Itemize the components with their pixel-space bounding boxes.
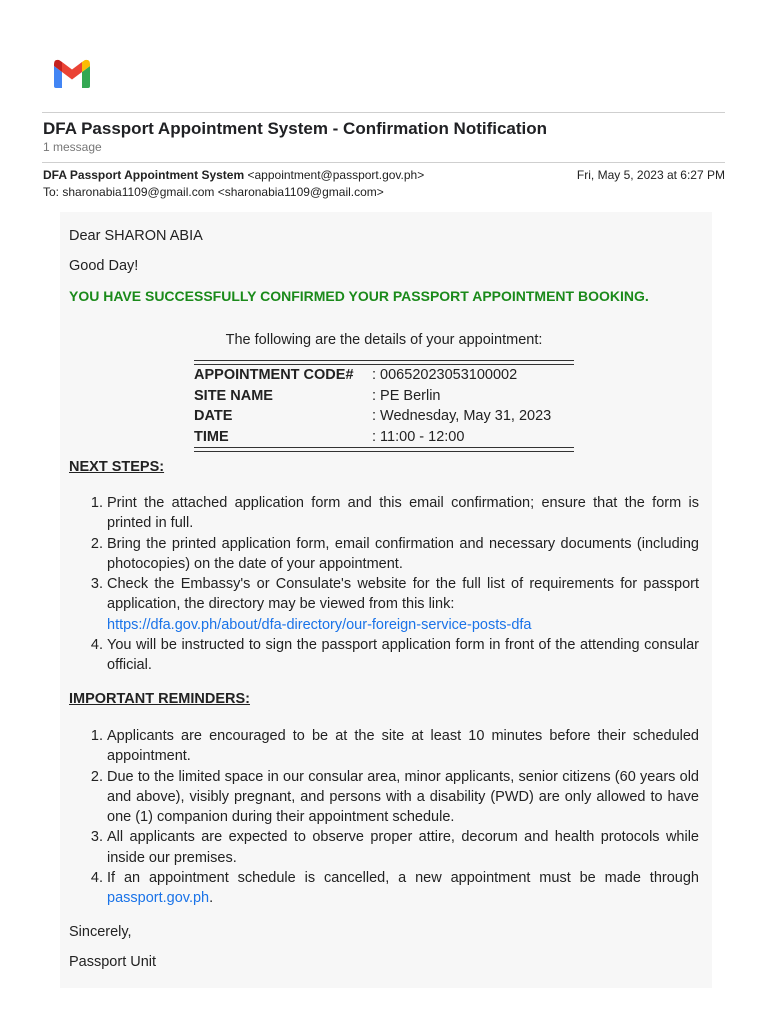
list-item: 1. Applicants are encouraged to be at the site at least 10 minutes before their scheduled appointment.	[107, 726, 699, 767]
recipient-line: To: sharonabia1109@gmail.com <sharonabia1109@gmail.com>	[43, 185, 384, 199]
list-item-text: Check the Embassy's or Consulate's website for the full list of requirements for passport application, the directory may be viewed from this link:	[107, 576, 699, 613]
appointment-row	[194, 386, 574, 407]
next-steps-list	[69, 493, 699, 676]
signature: Passport Unit	[69, 954, 157, 970]
appointment-value: : PE Berlin	[372, 387, 441, 404]
appointment-details	[194, 360, 574, 452]
appointment-value: : 00652023053100002	[372, 367, 518, 383]
appointment-label: DATE	[194, 408, 233, 424]
list-item: 2. Bring the printed application form, email confirmation and necessary documents (including photocopies) on the date of your appointment.	[107, 534, 699, 575]
table-bottom-border	[194, 447, 574, 452]
details-intro: The following are the details of your appointment:	[225, 332, 543, 348]
appointment-label: TIME	[194, 428, 229, 445]
list-item: 4. You will be instructed to sign the passport application form in front of the attending consular official.	[107, 635, 699, 676]
list-item	[107, 574, 699, 635]
appointment-value: : 11:00 - 12:00	[372, 428, 465, 445]
sender-line	[43, 168, 424, 182]
confirmation-message: YOU HAVE SUCCESSFULLY CONFIRMED YOUR PASSPORT APPOINTMENT BOOKING.	[69, 288, 649, 304]
sender-name: DFA Passport Appointment System	[43, 168, 245, 182]
greeting: Dear SHARON ABIA	[69, 228, 203, 244]
list-item	[107, 868, 699, 909]
reminders-heading: IMPORTANT REMINDERS:	[69, 691, 250, 707]
dfa-directory-link[interactable]: https://dfa.gov.ph/about/dfa-directory/our-foreign-service-posts-dfa	[107, 616, 532, 633]
next-steps-heading: NEXT STEPS:	[69, 459, 165, 475]
reminders-list	[69, 726, 699, 909]
appointment-value: : Wednesday, May 31, 2023	[372, 408, 552, 424]
link-suffix: .	[209, 890, 214, 907]
header-divider	[42, 112, 725, 113]
email-subject: DFA Passport Appointment System - Confirmation Notification	[43, 119, 548, 138]
list-item: 3. All applicants are expected to observe proper attire, decorum and health protocols while inside our premises.	[107, 827, 699, 868]
passport-site-link[interactable]: passport.gov.ph	[107, 890, 210, 907]
email-date: Fri, May 5, 2023 at 6:27 PM	[576, 168, 725, 182]
message-count: 1 message	[43, 140, 102, 154]
appointment-row	[194, 427, 574, 448]
list-item: 2. Due to the limited space in our consular area, minor applicants, senior citizens (60 years old and above), visibly pregnant, and persons with a disability (PWD) are only allowed to have one (1) companion during their appointment schedule.	[107, 767, 699, 828]
good-day: Good Day!	[69, 258, 139, 274]
list-item: 1. Print the attached application form and this email confirmation; ensure that the form is printed in full.	[107, 493, 699, 534]
appointment-row	[194, 365, 574, 386]
sender-address: <appointment@passport.gov.ph>	[247, 168, 425, 182]
subject-divider	[42, 162, 725, 163]
list-item-text: If an appointment schedule is cancelled, a new appointment must be made through	[107, 870, 699, 887]
appointment-label: APPOINTMENT CODE#	[194, 367, 354, 383]
appointment-label: SITE NAME	[194, 387, 273, 404]
appointment-row	[194, 406, 574, 427]
gmail-logo-icon	[52, 58, 92, 90]
closing: Sincerely,	[69, 924, 132, 940]
